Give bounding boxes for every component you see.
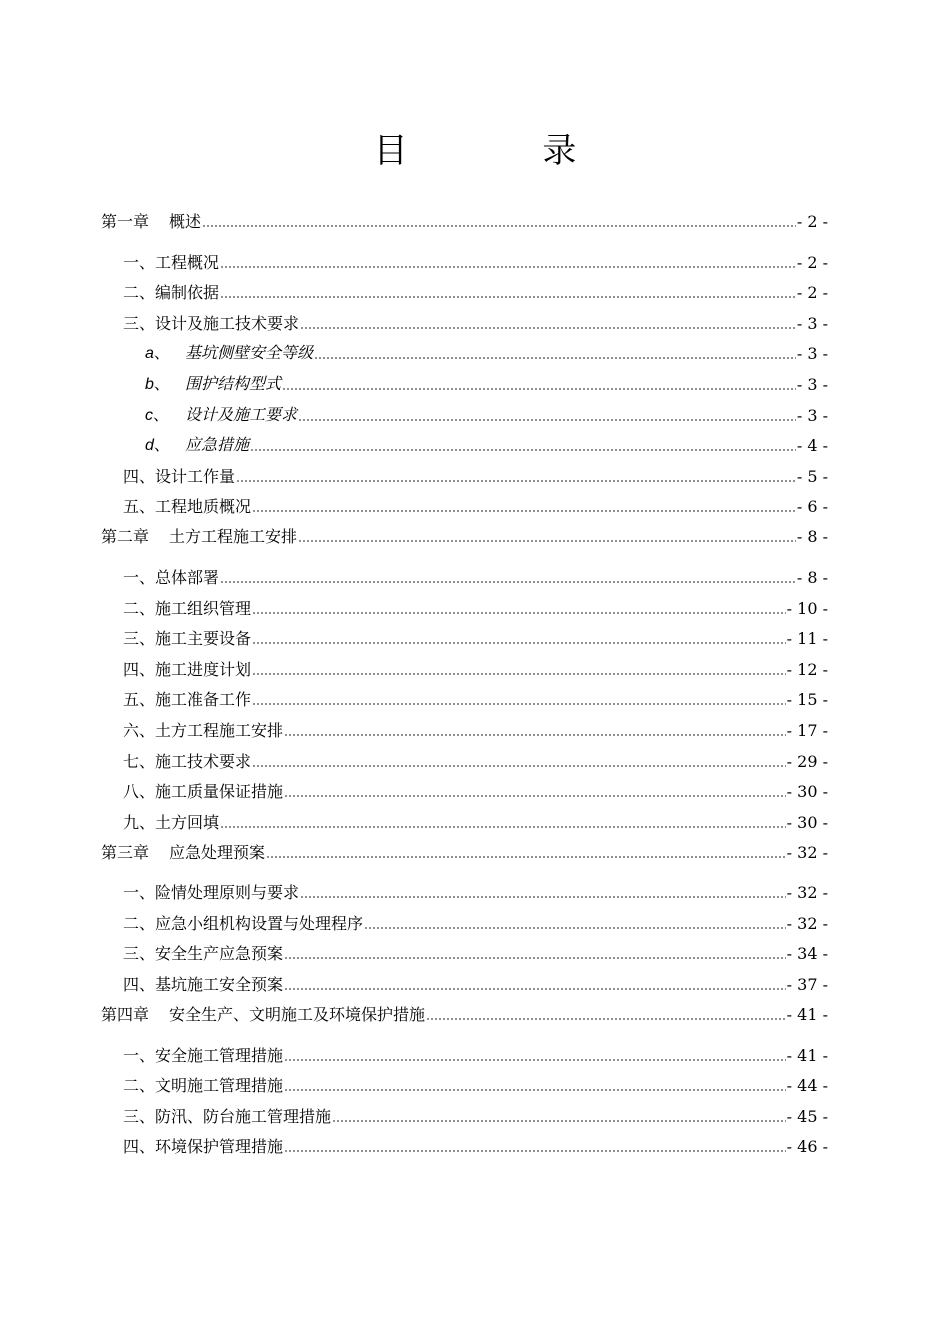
toc-entry-label [123,1107,331,1127]
toc-subsection-entry[interactable] [101,334,828,365]
toc-subsection-marker [145,436,185,456]
toc-dot-leader [332,1119,786,1123]
toc-section-entry[interactable] [101,1066,828,1097]
toc-section-entry[interactable] [101,903,828,934]
toc-entry-text: 四、基坑施工安全预案 [123,975,284,995]
toc-section-entry[interactable] [101,557,828,588]
toc-page-number: - 34 - [786,944,828,964]
toc-entry-label [123,314,299,334]
toc-dot-leader [220,825,786,829]
toc-dot-leader [236,479,796,483]
toc-dot-leader [364,926,786,930]
toc-page-number: - 12 - [786,659,828,679]
toc-entry-text: 一、险情处理原则与要求 [123,883,300,903]
toc-dot-leader [284,987,786,991]
toc-entry-text: 一、工程概况 [123,252,220,272]
toc-page-number: - 32 - [786,842,828,862]
toc-dot-leader [426,1017,786,1021]
toc-marker-separator: 、 [153,345,170,363]
toc-entry-text: 三、防汛、防台施工管理措施 [123,1106,332,1126]
toc-page-number: - 37 - [786,975,828,995]
toc-entry-text: 三、设计及施工技术要求 [123,313,300,333]
toc-entry-label [123,629,251,649]
toc-entry-label [123,253,219,273]
toc-entry-text: 一、总体部署 [123,567,220,587]
toc-entry-text: 六、土方工程施工安排 [123,720,284,740]
table-of-contents [101,202,828,1157]
toc-marker-separator: 、 [153,406,170,424]
toc-entry-label [123,782,283,802]
toc-entry-label [123,467,235,487]
toc-section-entry[interactable] [101,710,828,741]
toc-entry-text: 应急措施 [185,435,250,455]
toc-entry-text: 二、施工组织管理 [123,598,252,618]
toc-page-number: - 3 - [796,344,828,364]
toc-section-entry[interactable] [101,649,828,680]
toc-entry-label [123,1046,283,1066]
toc-marker-letter: a [145,345,154,363]
toc-dot-leader [284,1149,786,1153]
toc-subsection-marker [145,406,185,426]
toc-marker-letter: d [145,437,154,455]
toc-entry-label [123,883,299,903]
toc-dot-leader [284,794,786,798]
toc-dot-leader [300,895,786,899]
toc-page-number: - 2 - [796,252,828,272]
toc-section-entry[interactable] [101,802,828,833]
toc-page-number: - 3 - [796,374,828,394]
toc-page-number: - 41 - [786,1005,828,1025]
toc-chapter-number: 第三章 [101,842,150,862]
toc-entry-label [123,660,251,680]
toc-entry-text: 四、施工进度计划 [123,659,252,679]
toc-entry-label [123,914,363,934]
toc-subsection-marker [145,375,185,395]
toc-dot-leader [220,265,796,269]
toc-entry-label [123,752,251,772]
toc-section-entry[interactable] [101,456,828,487]
toc-entry-text: 土方工程施工安排 [169,527,298,547]
toc-page-number: - 30 - [786,782,828,802]
toc-entry-label [123,721,283,741]
toc-entry-text: 应急处理预案 [169,842,266,862]
toc-dot-leader [282,387,796,391]
toc-dot-leader [300,326,796,330]
toc-page-number: - 32 - [786,883,828,903]
toc-page-number: - 5 - [796,466,828,486]
toc-entry-text: 安全生产、文明施工及环境保护措施 [169,1005,426,1025]
toc-chapter-entry[interactable] [101,202,828,232]
toc-entry-text: 七、施工技术要求 [123,751,252,771]
toc-entry-text: 概述 [169,212,202,231]
toc-dot-leader [266,855,786,859]
toc-entry-text: 四、环境保护管理措施 [123,1137,284,1157]
toc-entry-text: 基坑侧壁安全等级 [185,343,314,363]
toc-page-number: - 29 - [786,751,828,771]
toc-entry-text: 围护结构型式 [185,373,282,393]
toc-subsection-entry[interactable] [101,395,828,426]
toc-page-number: - 4 - [796,436,828,456]
toc-dot-leader [314,356,796,360]
toc-page-number: - 32 - [786,913,828,933]
toc-section-entry[interactable] [101,772,828,803]
toc-dot-leader [250,448,796,452]
toc-dot-leader [252,764,786,768]
toc-chapter-entry[interactable] [101,995,828,1025]
toc-entry-label [145,374,281,395]
toc-entry-text: 设计及施工要求 [185,404,298,424]
toc-dot-leader [252,672,786,676]
toc-page-number: - 41 - [786,1045,828,1065]
toc-dot-leader [252,611,786,615]
toc-dot-leader [298,539,796,543]
toc-page-number: - 17 - [786,720,828,740]
toc-entry-label [123,975,283,995]
toc-entry-text: 九、土方回填 [123,812,220,832]
toc-entry-text: 二、编制依据 [123,283,220,303]
toc-page-number: - 15 - [786,690,828,710]
toc-page-number: - 3 - [796,313,828,333]
toc-page-number: - 44 - [786,1076,828,1096]
toc-entry-label [123,599,251,619]
toc-page-number: - 3 - [796,405,828,425]
toc-section-entry[interactable] [101,242,828,273]
toc-dot-leader [284,733,786,737]
toc-entry-label [123,568,219,588]
toc-chapter-number: 第四章 [101,1005,150,1025]
toc-page-number: - 45 - [786,1106,828,1126]
toc-entry-label [123,497,251,517]
toc-chapter-entry[interactable] [101,517,828,547]
toc-entry-text: 三、施工主要设备 [123,629,252,649]
toc-entry-text: 五、工程地质概况 [123,497,252,517]
toc-section-entry[interactable] [101,964,828,995]
toc-page-number: - 46 - [786,1137,828,1157]
toc-dot-leader [284,1058,786,1062]
toc-page-number: - 2 - [796,212,828,231]
toc-marker-separator: 、 [153,375,170,393]
toc-entry-text: 四、设计工作量 [123,466,236,486]
toc-dot-leader [284,956,786,960]
toc-section-entry[interactable] [101,680,828,711]
toc-dot-leader [298,418,796,422]
toc-dot-leader [252,641,786,645]
toc-entry-label [123,1137,283,1157]
toc-dot-leader [284,1088,786,1092]
toc-chapter-number: 第二章 [101,527,150,547]
toc-entry-label [145,343,313,364]
toc-section-entry[interactable] [101,1127,828,1158]
toc-section-entry[interactable] [101,1035,828,1066]
toc-entry-text: 一、安全施工管理措施 [123,1045,284,1065]
toc-entry-label [145,405,297,426]
toc-section-entry[interactable] [101,588,828,619]
toc-section-entry[interactable] [101,619,828,650]
toc-dot-leader [220,295,796,299]
toc-subsection-entry[interactable] [101,364,828,395]
toc-dot-leader [220,580,796,584]
toc-section-entry[interactable] [101,873,828,904]
toc-dot-leader [252,509,796,513]
toc-entry-text: 八、施工质量保证措施 [123,782,284,802]
toc-entry-label [101,1005,425,1025]
toc-section-entry[interactable] [101,487,828,518]
toc-marker-letter: b [145,375,154,393]
toc-page-number: - 30 - [786,812,828,832]
toc-entry-label [123,690,251,710]
toc-page-number: - 11 - [786,629,828,649]
toc-entry-label [145,435,249,456]
toc-marker-letter: c [145,406,153,424]
toc-entry-label [123,1076,283,1096]
toc-page-number: - 8 - [796,567,828,587]
toc-chapter-entry[interactable] [101,833,828,863]
toc-entry-text: 二、应急小组机构设置与处理程序 [123,913,364,933]
toc-entry-text: 五、施工准备工作 [123,690,252,710]
toc-entry-label [101,212,201,232]
toc-section-entry[interactable] [101,741,828,772]
toc-subsection-entry[interactable] [101,426,828,457]
toc-marker-separator: 、 [153,437,170,455]
toc-page-number: - 2 - [796,283,828,303]
toc-page-number: - 10 - [786,598,828,618]
toc-entry-label [123,944,283,964]
toc-subsection-marker [145,344,185,364]
toc-entry-label [101,527,297,547]
toc-page-number: - 6 - [796,497,828,517]
toc-section-entry[interactable] [101,934,828,965]
toc-entry-text: 二、文明施工管理措施 [123,1076,284,1096]
toc-entry-label [101,843,265,863]
toc-entry-label [123,283,219,303]
toc-section-entry[interactable] [101,303,828,334]
toc-entry-label [123,813,219,833]
toc-entry-text: 三、安全生产应急预案 [123,944,284,964]
toc-dot-leader [202,224,796,228]
toc-title: 目 录 [373,131,639,171]
toc-section-entry[interactable] [101,1096,828,1127]
toc-dot-leader [252,702,786,706]
toc-section-entry[interactable] [101,273,828,304]
toc-chapter-number: 第一章 [101,212,150,231]
toc-page-number: - 8 - [796,527,828,547]
